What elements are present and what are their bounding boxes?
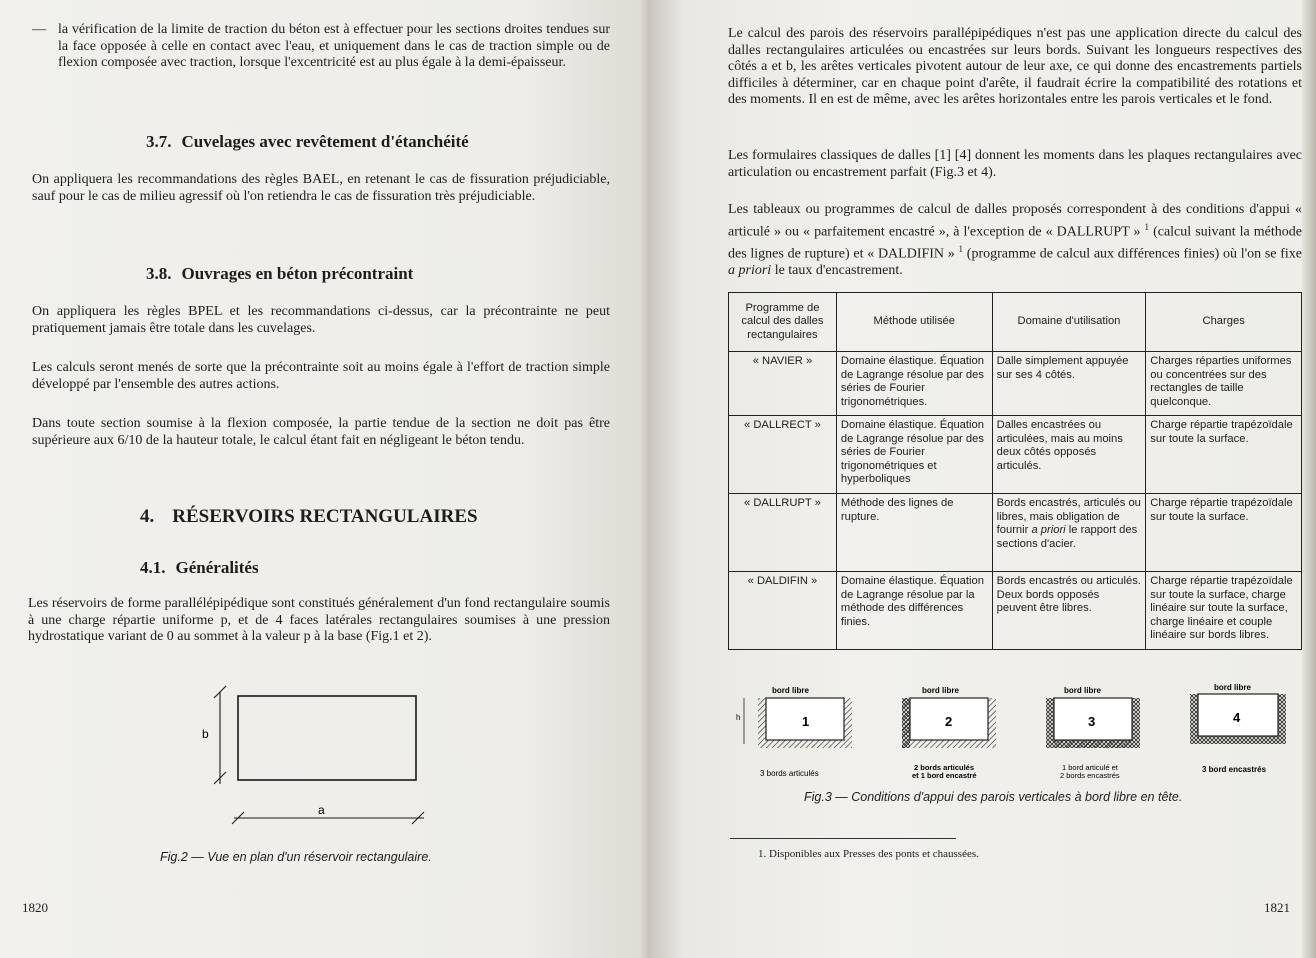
- panel-label: 1 bord articulé et: [1062, 763, 1118, 772]
- table-header: Méthode utilisée: [836, 293, 992, 352]
- figure-2-caption: Fig.2 — Vue en plan d'un réservoir rectangulaire.: [160, 850, 432, 864]
- text-run: Bords encastrés, articulés ou libres, mais obligation de fournir: [996, 497, 1141, 537]
- programs-table: [728, 292, 1302, 650]
- label-b: b: [202, 727, 209, 741]
- tank-rectangle: [238, 696, 416, 780]
- text-run: (programme de calcul aux différences finies) où l'on se fixe: [966, 246, 1303, 262]
- text-run: Les tableaux ou programmes de calcul de dalles proposés correspondent à des conditions d'appui « articulé » ou « parfaitement encastré », à l'exception de « DALLRUPT »: [728, 202, 1302, 240]
- height-label: h: [736, 713, 741, 722]
- panel-2: [902, 686, 996, 778]
- italic-text: a priori: [1031, 524, 1066, 537]
- section-heading-4-1: [140, 558, 259, 578]
- figure-2: [150, 684, 510, 874]
- table-row: [729, 352, 1302, 416]
- table-header-row: [729, 293, 1302, 352]
- table-cell-charges: Charges réparties uniformes ou concentrées sur des rectangles de taille quelconque.: [1146, 352, 1302, 416]
- top-edge-label: bord libre: [1064, 686, 1101, 695]
- table-cell-charges: Charge répartie trapézoïdale sur toute la surface.: [1146, 416, 1302, 494]
- section-number: 3.8.: [146, 264, 172, 283]
- figure-3-caption: Fig.3 — Conditions d'appui des parois verticales à bord libre en tête.: [804, 790, 1183, 804]
- paragraph-3-8-1: On appliquera les règles BPEL et les recommandations ci-dessus, car la précontrainte ne peut pratiquement jamais être totale dans les cuvelages.: [32, 304, 610, 336]
- section-heading-3-8: [146, 264, 413, 284]
- section-heading-3-7: [146, 132, 469, 152]
- paragraph-4-1: Les réservoirs de forme parallélépipédique sont constitués généralement d'un fond rectangulaire soumis à une charge répartie uniforme p, et de 4 faces latérales rectangulaires soumises à une pression hydrostatique variant de 0 au sommet à la valeur p à la base (Fig.1 et 2).: [28, 596, 610, 645]
- footnote-marker: 1: [958, 243, 964, 254]
- chapter-title: RÉSERVOIRS RECTANGULAIRES: [172, 506, 478, 527]
- paragraph-intro: Le calcul des parois des réservoirs parallépipédiques n'est pas une application directe du calcul des dalles rectangulaires articulées ou encastrées sur leurs bords. Suivant les longueurs respectives des côtés a et b, les arêtes verticales pivotent autour de leur axe, ce qui donne des encastrements partiels difficiles à déterminer, car en chaque point d'arête, il faudrait écrire la compatibilité des rotations et des moments. Il en est de même, avec les arêtes horizontales entre les parois verticales et le fond.: [728, 26, 1302, 108]
- table-cell-method: Domaine élastique. Équation de Lagrange résolue par des séries de Fourier trigonométriques et hyperboliques: [836, 416, 992, 494]
- section-title: Généralités: [175, 558, 259, 577]
- top-edge-label: bord libre: [1214, 683, 1251, 692]
- section-title: Ouvrages en béton précontraint: [181, 264, 414, 283]
- panel-1: [736, 686, 852, 778]
- page-edge: [1302, 0, 1316, 958]
- table-row: [729, 416, 1302, 494]
- table-row: [729, 572, 1302, 650]
- text-run: le rapport des sections d'acier.: [996, 524, 1138, 550]
- paragraph-programmes: [728, 202, 1302, 280]
- page-number-right: 1821: [1264, 900, 1290, 915]
- table-cell-domain: Dalle simplement appuyée sur ses 4 côtés.: [992, 352, 1146, 416]
- footnote-rule: [730, 838, 956, 839]
- top-edge-label: bord libre: [922, 686, 959, 695]
- section-title: Cuvelages avec revêtement d'étanchéité: [181, 132, 469, 151]
- panel-4: [1190, 683, 1286, 774]
- section-number: 3.7.: [146, 132, 172, 151]
- right-page: [650, 0, 1316, 958]
- table-cell-domain: [992, 494, 1146, 572]
- italic-text: a priori: [728, 263, 772, 279]
- table-cell-program: « NAVIER »: [729, 352, 837, 416]
- dash-bullet: —: [32, 22, 46, 37]
- table-cell-method: Domaine élastique. Équation de Lagrange résolue par des séries de Fourier trigonométriques.: [836, 352, 992, 416]
- text-run: le taux d'encastrement.: [774, 263, 903, 279]
- panel-number: 1: [802, 714, 810, 729]
- dash-list-item: [32, 22, 610, 72]
- encastred-support: [902, 698, 910, 748]
- panel-number: 4: [1233, 710, 1241, 725]
- paragraph-3-8-3: Dans toute section soumise à la flexion composée, la partie tendue de la section ne doit pas être supérieure aux 6/10 de la hauteur totale, le calcul étant fait en négligeant le béton tendu.: [32, 416, 610, 448]
- support-conditions-drawing: [730, 682, 1310, 778]
- hatched-support: [1054, 740, 1132, 748]
- panel-number: 2: [945, 714, 953, 729]
- table-row: [729, 494, 1302, 572]
- section-number: 4.1.: [140, 558, 166, 577]
- table-cell-domain: Bords encastrés ou articulés. Deux bords opposés peuvent être libres.: [992, 572, 1146, 650]
- table-cell-program: « DALDIFIN »: [729, 572, 837, 650]
- table-cell-charges: Charge répartie trapézoïdale sur toute la surface.: [1146, 494, 1302, 572]
- table-header: Domaine d'utilisation: [992, 293, 1146, 352]
- footnote-marker: 1: [1144, 221, 1150, 232]
- text-run: (calcul suivant la méthode des lignes de rupture) et « DALDIFIN »: [728, 224, 1302, 262]
- panel-label: 2 bords encastrés: [1060, 771, 1120, 778]
- table-header: Charges: [1146, 293, 1302, 352]
- table-cell-charges: Charge répartie trapézoïdale sur toute la surface, charge linéaire sur toute la surface, charge linéaire et couple linéaire sur bords libres.: [1146, 572, 1302, 650]
- paragraph-3-7: On appliquera les recommandations des règles BAEL, en retenant le cas de fissuration préjudiciable, sauf pour le cas de milieu agressif où l'on retiendra le cas de fissuration très préjudiciable.: [32, 172, 610, 204]
- paragraph-formulaires: Les formulaires classiques de dalles [1] [4] donnent les moments dans les plaques rectangulaires avec articulation ou encastrement parfait (Fig.3 et 4).: [728, 148, 1302, 180]
- top-edge-label: bord libre: [772, 686, 809, 695]
- footnote: 1. Disponibles aux Presses des ponts et chaussées.: [758, 848, 979, 860]
- panel-label: 2 bords articulés: [914, 763, 975, 772]
- panel-label: et 1 bord encastré: [912, 771, 977, 778]
- label-a: a: [318, 803, 325, 817]
- table-cell-program: « DALLRECT »: [729, 416, 837, 494]
- table-cell-domain: Dalles encastrées ou articulées, mais au moins deux côtés opposés articulés.: [992, 416, 1146, 494]
- chapter-number: 4.: [140, 506, 155, 527]
- paragraph-3-8-2: Les calculs seront menés de sorte que la précontrainte soit au moins égale à l'effort de traction simple développé par l'ensemble des autres actions.: [32, 360, 610, 392]
- panel-3: [1046, 686, 1140, 778]
- left-page: [0, 0, 650, 958]
- tank-plan-drawing: [150, 684, 510, 834]
- table-cell-method: Méthode des lignes de rupture.: [836, 494, 992, 572]
- figure-3: [730, 682, 1310, 778]
- panel-number: 3: [1088, 714, 1096, 729]
- page-number-left: 1820: [22, 900, 48, 915]
- table-cell-method: Domaine élastique. Équation de Lagrange résolue par la méthode des différences finies.: [836, 572, 992, 650]
- chapter-heading-4: [140, 506, 478, 528]
- dash-item-text: la vérification de la limite de traction du béton est à effectuer pour les sections droites tendues sur la face opposée à celle en contact avec l'eau, et uniquement dans le cas de traction simple ou de flexion composée avec traction, lorsque l'excentricité est au plus égale à la demi-épaisseur.: [58, 22, 610, 71]
- panel-label: 3 bords articulés: [760, 769, 819, 778]
- table-cell-program: « DALLRUPT »: [729, 494, 837, 572]
- table-header: Programme de calcul des dalles rectangulaires: [729, 293, 837, 352]
- panel-label: 3 bord encastrés: [1202, 765, 1267, 774]
